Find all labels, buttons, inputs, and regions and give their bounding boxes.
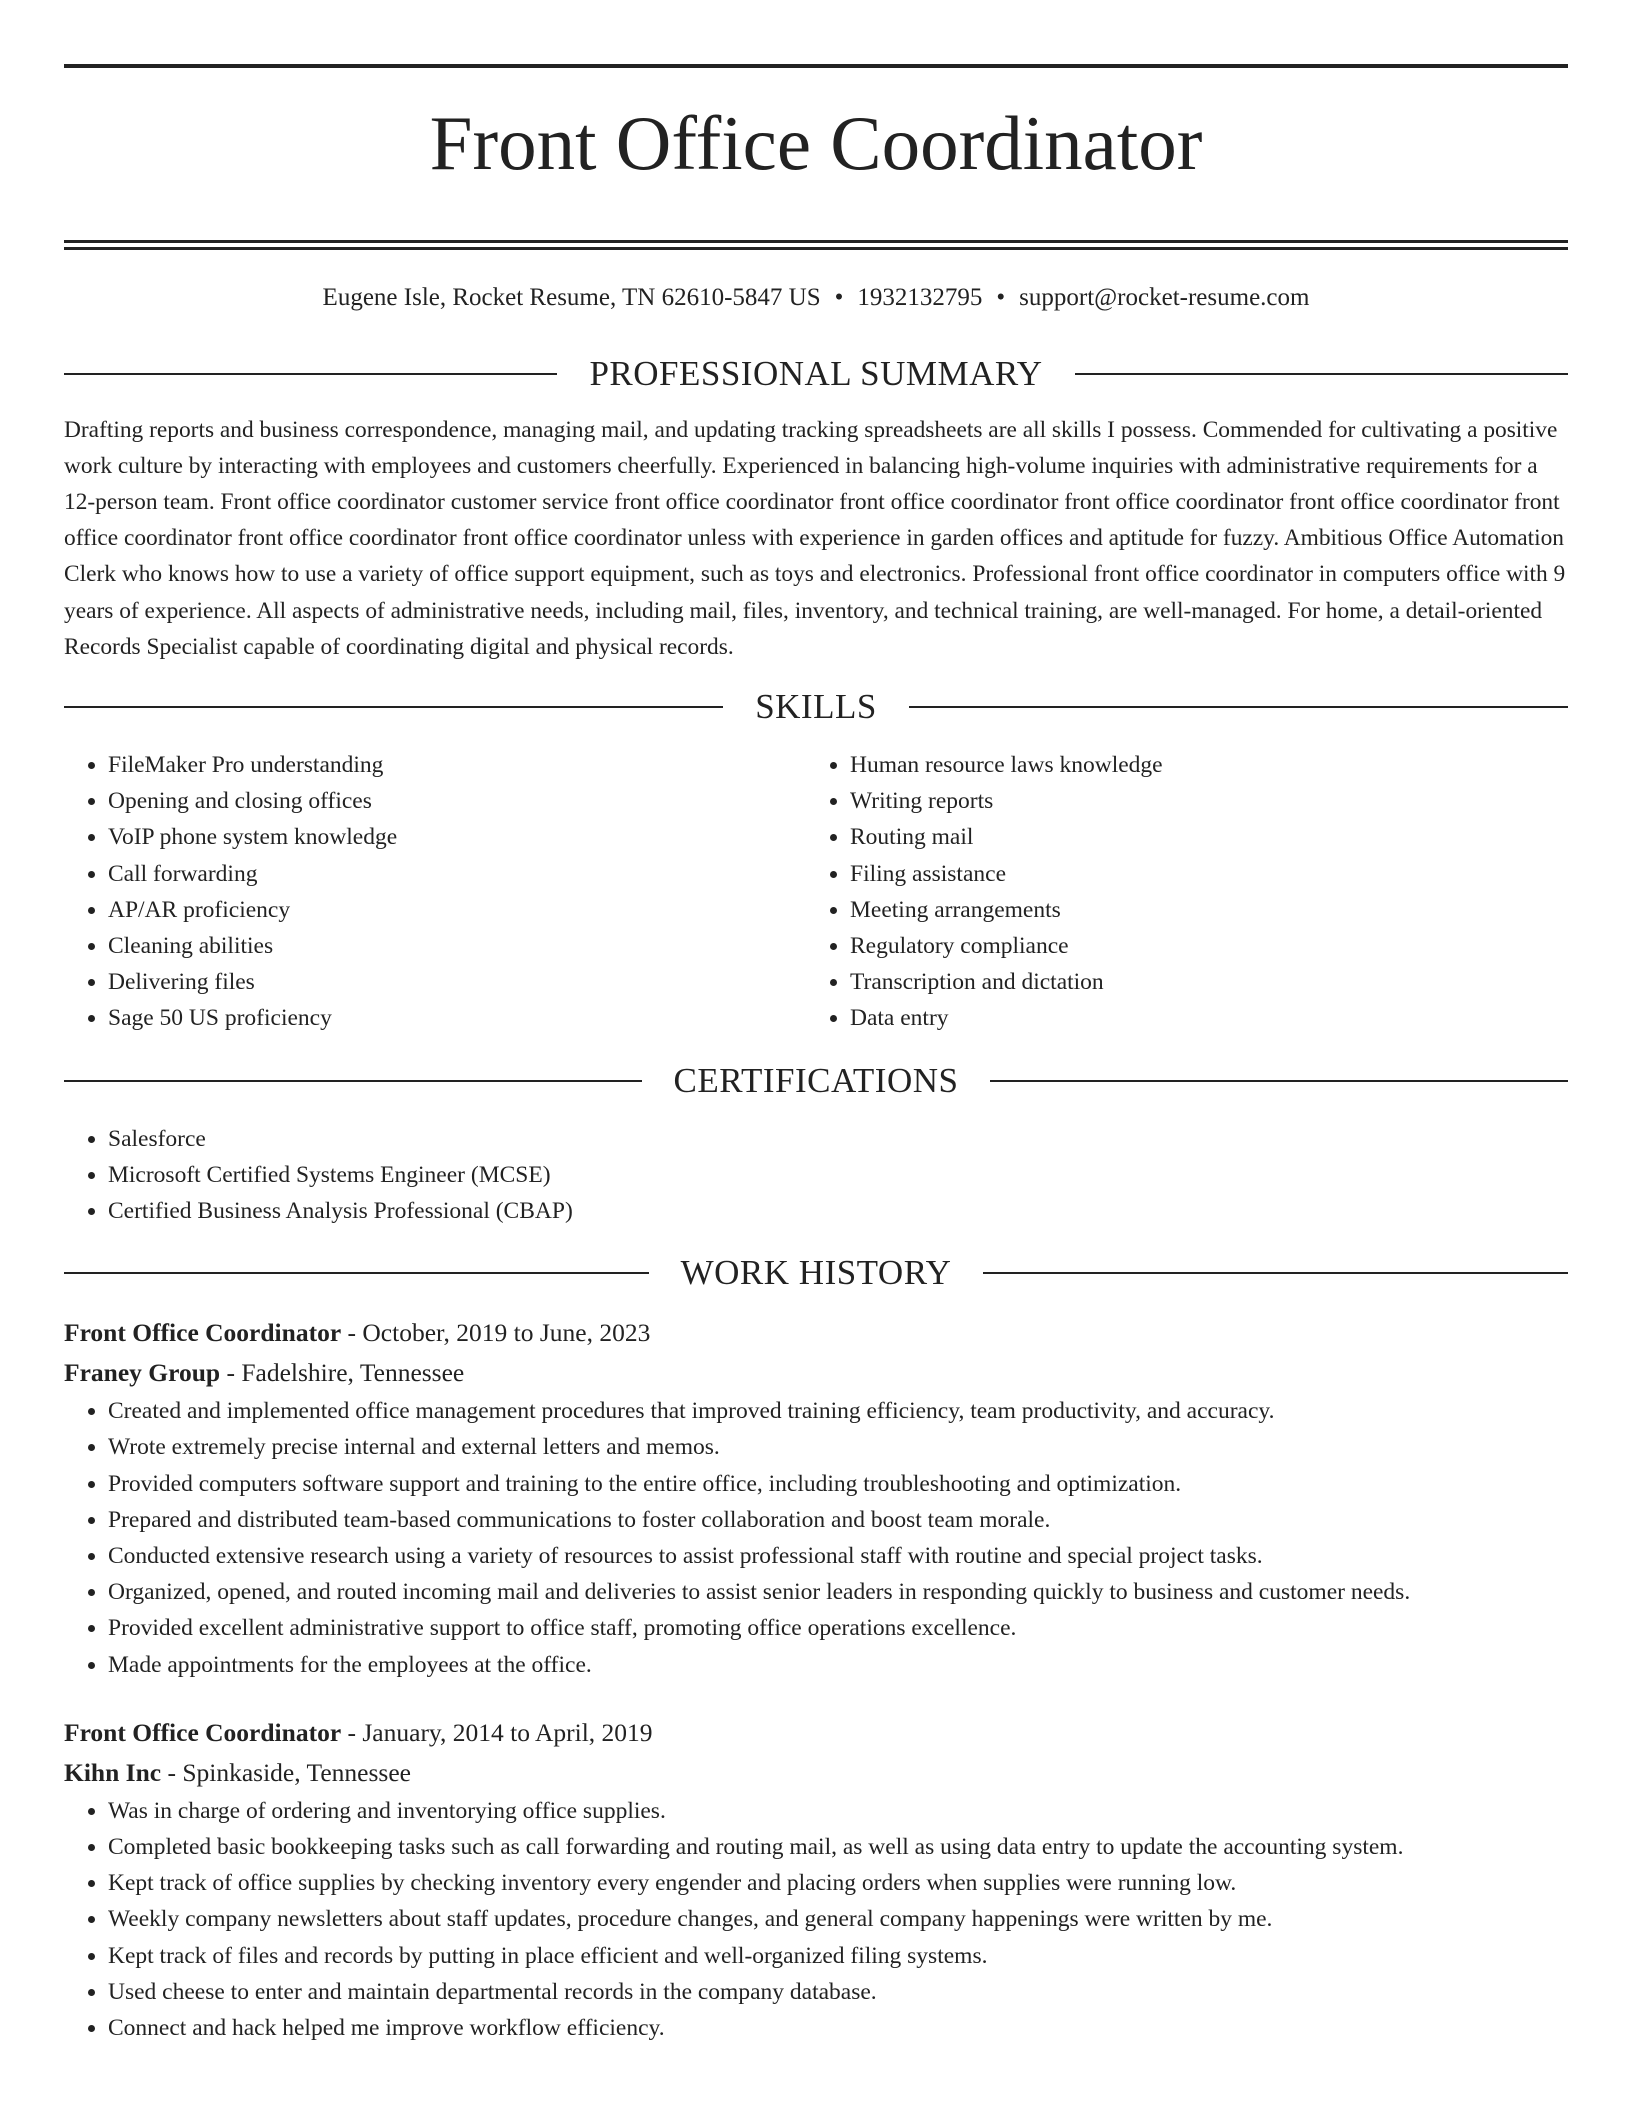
skill-item: • Human resource laws knowledge: [850, 747, 1548, 783]
job-duty: • Completed basic bookkeeping tasks such as call forwarding and routing mail, as well as using data entry to update the accounting system.: [108, 1829, 1568, 1865]
skill-item: • FileMaker Pro understanding: [108, 747, 806, 783]
contact-separator: •: [834, 283, 844, 311]
section-rule-left: [64, 373, 557, 375]
skill-item: • Sage 50 US proficiency: [108, 1000, 806, 1036]
skill-item: • Cleaning abilities: [108, 928, 806, 964]
job-title: Front Office Coordinator: [64, 1717, 342, 1747]
section-header-certifications: [64, 1061, 1568, 1101]
section-header-summary: [64, 354, 1568, 394]
skill-item: • Call forwarding: [108, 856, 806, 892]
resume-page: [64, 64, 1568, 2046]
company-location: - Spinkaside, Tennessee: [161, 1757, 411, 1787]
section-rule-right: [1075, 373, 1568, 375]
contact-separator: •: [996, 283, 1006, 311]
job-duty: • Wrote extremely precise internal and external letters and memos.: [108, 1429, 1568, 1465]
skills-list-right: [806, 747, 1548, 1037]
job-duty: • Weekly company newsletters about staff updates, procedure changes, and general company happenings were written by me.: [108, 1901, 1568, 1937]
section-rule-left: [64, 1080, 642, 1082]
top-rule: [64, 64, 1568, 68]
skills-list-left: [64, 747, 806, 1037]
job-title-line: [64, 1313, 1568, 1353]
section-rule-left: [64, 1272, 649, 1274]
skill-item: • VoIP phone system knowledge: [108, 819, 806, 855]
job-duty: • Provided computers software support and training to the entire office, including troubleshooting and optimization.: [108, 1466, 1568, 1502]
certifications-list: [64, 1121, 1568, 1230]
company-line: [64, 1353, 1568, 1393]
job-title: Front Office Coordinator: [64, 1318, 342, 1348]
section-rule-left: [64, 706, 723, 708]
section-title-certifications: CERTIFICATIONS: [673, 1060, 959, 1100]
section-rule-right: [990, 1080, 1568, 1082]
contact-address: Eugene Isle, Rocket Resume, TN 62610-5847 US: [322, 283, 821, 311]
title-double-rule: [64, 240, 1568, 250]
job-duty: • Created and implemented office management procedures that improved training efficiency, team productivity, and accuracy.: [108, 1393, 1568, 1429]
company-name: Kihn Inc: [64, 1757, 162, 1787]
job-duty: • Kept track of files and records by putting in place efficient and well-organized filing systems.: [108, 1938, 1568, 1974]
contact-line: [64, 282, 1568, 314]
section-title-skills: SKILLS: [755, 687, 877, 726]
company-name: Franey Group: [64, 1358, 221, 1388]
section-rule-right: [909, 706, 1568, 708]
skill-item: • Regulatory compliance: [850, 928, 1548, 964]
job-duty: • Provided excellent administrative support to office staff, promoting office operations excellence.: [108, 1610, 1568, 1646]
skill-item: • Meeting arrangements: [850, 892, 1548, 928]
job-duty: • Used cheese to enter and maintain departmental records in the company database.: [108, 1974, 1568, 2010]
skills-column-left: [64, 747, 806, 1037]
certifications-block: [64, 1121, 1568, 1230]
job-duty: • Kept track of office supplies by checking inventory every engender and placing orders when supplies were running low.: [108, 1865, 1568, 1901]
job-duty: • Organized, opened, and routed incoming mail and deliveries to assist senior leaders in responding quickly to business and customer needs.: [108, 1574, 1568, 1610]
skill-item: • Writing reports: [850, 783, 1548, 819]
skills-column-right: [806, 747, 1548, 1037]
job-entry: [64, 1313, 1568, 1683]
job-duty: • Conducted extensive research using a variety of resources to assist professional staff with routine and special project tasks.: [108, 1538, 1568, 1574]
certification-item: • Certified Business Analysis Professional (CBAP): [108, 1193, 1568, 1229]
section-header-skills: [64, 687, 1568, 727]
skill-item: • Data entry: [850, 1000, 1548, 1036]
summary-text: Drafting reports and business correspondence, managing mail, and updating tracking spreadsheets are all skills I possess. Commended for cultivating a positive work culture by interacting with employees and customers cheerfully. Experienced in balancing high-volume inquiries with administrative requirements for a 12-person team. Front office coordinator customer service front office coordinator front office coordinator front office coordinator front office coordinator front office coordinator front office coordinator front office coordinator unless with experience in garden offices and aptitude for fuzzy. Ambitious Office Automation Clerk who knows how to use a variety of office support equipment, such as toys and electronics. Professional front office coordinator in computers office with 9 years of experience. All aspects of administrative needs, including mail, files, inventory, and technical training, are well-managed. For home, a detail-oriented Records Specialist capable of coordinating digital and physical records.: [64, 416, 1566, 660]
contact-email: support@rocket-resume.com: [1019, 283, 1310, 311]
contact-phone: 1932132795: [857, 283, 983, 311]
job-duty: • Connect and hack helped me improve workflow efficiency.: [108, 2010, 1568, 2046]
skill-item: • Opening and closing offices: [108, 783, 806, 819]
skill-item: • Filing assistance: [850, 856, 1548, 892]
skill-item: • Transcription and dictation: [850, 964, 1548, 1000]
skill-item: • Delivering files: [108, 964, 806, 1000]
job-title-line: [64, 1713, 1568, 1753]
job-entry: [64, 1713, 1568, 2046]
skills-grid: [64, 747, 1568, 1037]
section-header-work-history: [64, 1253, 1568, 1293]
section-title-work-history: WORK HISTORY: [680, 1253, 952, 1293]
skill-item: • Routing mail: [850, 819, 1548, 855]
section-title-summary: PROFESSIONAL SUMMARY: [589, 353, 1043, 393]
skill-item: • AP/AR proficiency: [108, 892, 806, 928]
resume-title: Front Office Coordinator: [429, 100, 1203, 186]
company-location: - Fadelshire, Tennessee: [220, 1358, 465, 1388]
job-duties-list: [64, 1393, 1568, 1683]
job-duties-list: [64, 1793, 1568, 2046]
job-duty: • Was in charge of ordering and inventorying office supplies.: [108, 1793, 1568, 1829]
company-line: [64, 1753, 1568, 1793]
job-duty: • Made appointments for the employees at the office.: [108, 1647, 1568, 1683]
certification-item: • Microsoft Certified Systems Engineer (MCSE): [108, 1157, 1568, 1193]
job-duty: • Prepared and distributed team-based communications to foster collaboration and boost team morale.: [108, 1502, 1568, 1538]
job-dates: - January, 2014 to April, 2019: [341, 1717, 653, 1747]
section-rule-right: [983, 1272, 1568, 1274]
certification-item: • Salesforce: [108, 1121, 1568, 1157]
job-dates: - October, 2019 to June, 2023: [341, 1318, 651, 1348]
